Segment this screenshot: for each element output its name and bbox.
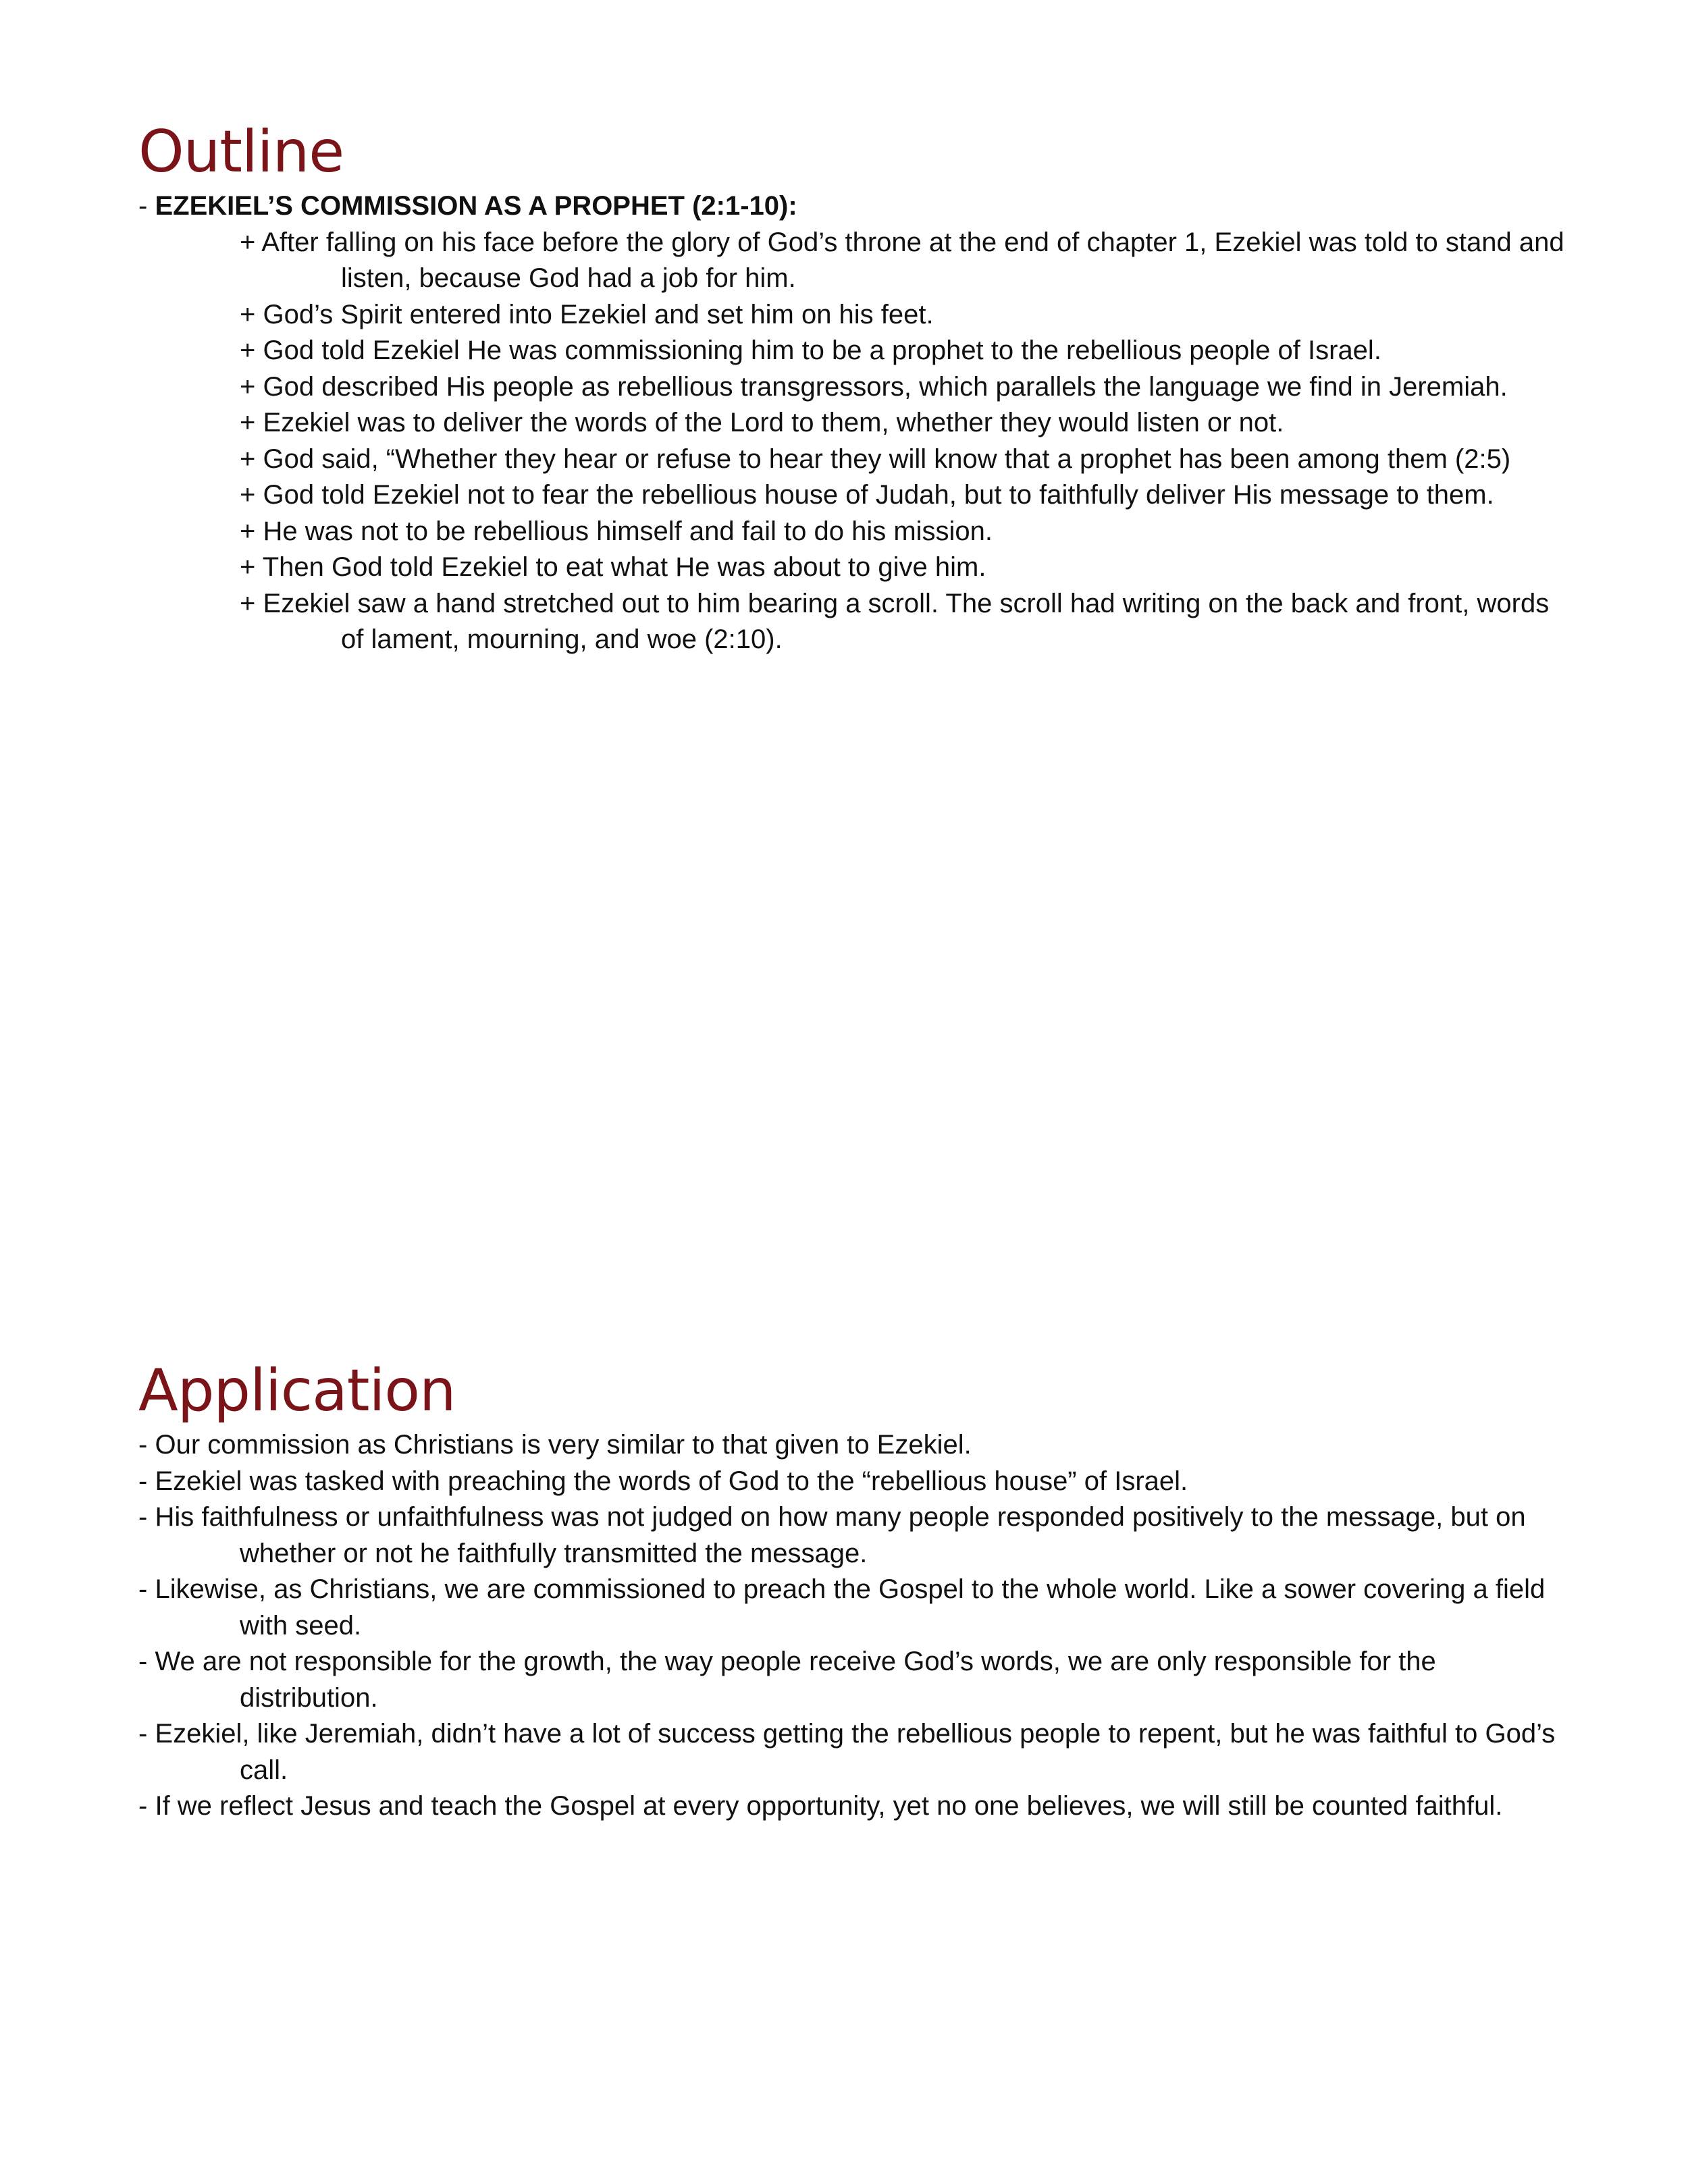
outline-item xyxy=(240,405,1566,442)
outline-item-text: God described His people as rebellious transgressors, which parallels the language we find in Jeremiah. xyxy=(263,371,1508,402)
application-item xyxy=(138,1572,1566,1644)
application-item-text: Likewise, as Christians, we are commissioned to preach the Gospel to the whole world. Like a sower covering a field with seed. xyxy=(155,1574,1546,1641)
outline-item xyxy=(240,550,1566,586)
outline-body xyxy=(138,188,1566,658)
outline-item-text: Then God told Ezekiel to eat what He was about to give him. xyxy=(262,552,986,582)
outline-item-text: God told Ezekiel not to fear the rebellious house of Judah, but to faithfully deliver His message to them. xyxy=(263,480,1494,510)
application-item-list xyxy=(138,1427,1566,1825)
application-item-text: Ezekiel was tasked with preaching the words of God to the “rebellious house” of Israel. xyxy=(155,1466,1188,1496)
item-marker: + xyxy=(240,408,256,437)
application-item-text: We are not responsible for the growth, the way people receive God’s words, we are only responsible for the distribution. xyxy=(155,1647,1436,1713)
outline-item xyxy=(240,477,1566,514)
item-marker: - xyxy=(138,1719,148,1749)
item-marker: - xyxy=(138,1430,148,1460)
application-item-text: If we reflect Jesus and teach the Gospel at every opportunity, yet no one believes, we will still be counted faithful. xyxy=(155,1791,1503,1821)
item-marker: + xyxy=(240,336,256,365)
outline-item-text: Ezekiel was to deliver the words of the Lord to them, whether they would listen or not. xyxy=(263,408,1284,437)
topic-marker: - xyxy=(138,191,148,221)
outline-item-text: Ezekiel saw a hand stretched out to him bearing a scroll. The scroll had writing on the back and front, words of lament, mourning, and woe (2:10). xyxy=(263,588,1550,654)
item-marker: + xyxy=(240,444,256,474)
application-section xyxy=(138,1350,1566,1825)
outline-item xyxy=(240,369,1566,406)
outline-topic: EZEKIEL’S COMMISSION AS A PROPHET (2:1-10): xyxy=(155,191,797,221)
outline-item xyxy=(240,514,1566,550)
application-item xyxy=(138,1716,1566,1788)
outline-section xyxy=(138,111,1566,658)
outline-item-list xyxy=(138,225,1566,658)
outline-item xyxy=(240,586,1566,658)
outline-item-text: God’s Spirit entered into Ezekiel and set him on his feet. xyxy=(263,299,934,329)
application-item-text: His faithfulness or unfaithfulness was not judged on how many people responded positively to the message, but on whether or not he faithfully transmitted the message. xyxy=(155,1502,1526,1568)
outline-item-text: God said, “Whether they hear or refuse to hear they will know that a prophet has been among them (2:5) xyxy=(263,444,1511,474)
item-marker: + xyxy=(240,516,256,546)
application-heading: Application xyxy=(138,1357,456,1424)
outline-topic-line xyxy=(138,188,1566,225)
item-marker: - xyxy=(138,1466,148,1496)
outline-item-text: After falling on his face before the glory of God’s throne at the end of chapter 1, Ezekiel was told to stand and listen, because God had a job for him. xyxy=(261,227,1564,293)
outline-heading: Outline xyxy=(138,118,344,186)
item-marker: - xyxy=(138,1502,148,1532)
application-item-text: Our commission as Christians is very similar to that given to Ezekiel. xyxy=(155,1430,972,1460)
item-marker: + xyxy=(240,480,256,510)
application-item xyxy=(138,1788,1566,1825)
outline-item xyxy=(240,333,1566,369)
application-item xyxy=(138,1499,1566,1572)
outline-item xyxy=(240,225,1566,297)
item-marker: + xyxy=(240,552,256,582)
application-item xyxy=(138,1464,1566,1500)
outline-item xyxy=(240,442,1566,478)
application-item xyxy=(138,1644,1566,1716)
item-marker: - xyxy=(138,1574,148,1604)
outline-item xyxy=(240,297,1566,334)
application-item-text: Ezekiel, like Jeremiah, didn’t have a lot of success getting the rebellious people to repent, but he was faithful to God’s call. xyxy=(155,1719,1556,1785)
item-marker: + xyxy=(240,588,256,618)
item-marker: - xyxy=(138,1791,148,1821)
item-marker: - xyxy=(138,1647,148,1676)
item-marker: + xyxy=(240,299,256,329)
item-marker: + xyxy=(240,227,256,257)
outline-item-text: God told Ezekiel He was commissioning him to be a prophet to the rebellious people of Israel. xyxy=(263,336,1381,365)
application-item xyxy=(138,1427,1566,1464)
item-marker: + xyxy=(240,371,256,402)
outline-item-text: He was not to be rebellious himself and fail to do his mission. xyxy=(263,516,993,546)
